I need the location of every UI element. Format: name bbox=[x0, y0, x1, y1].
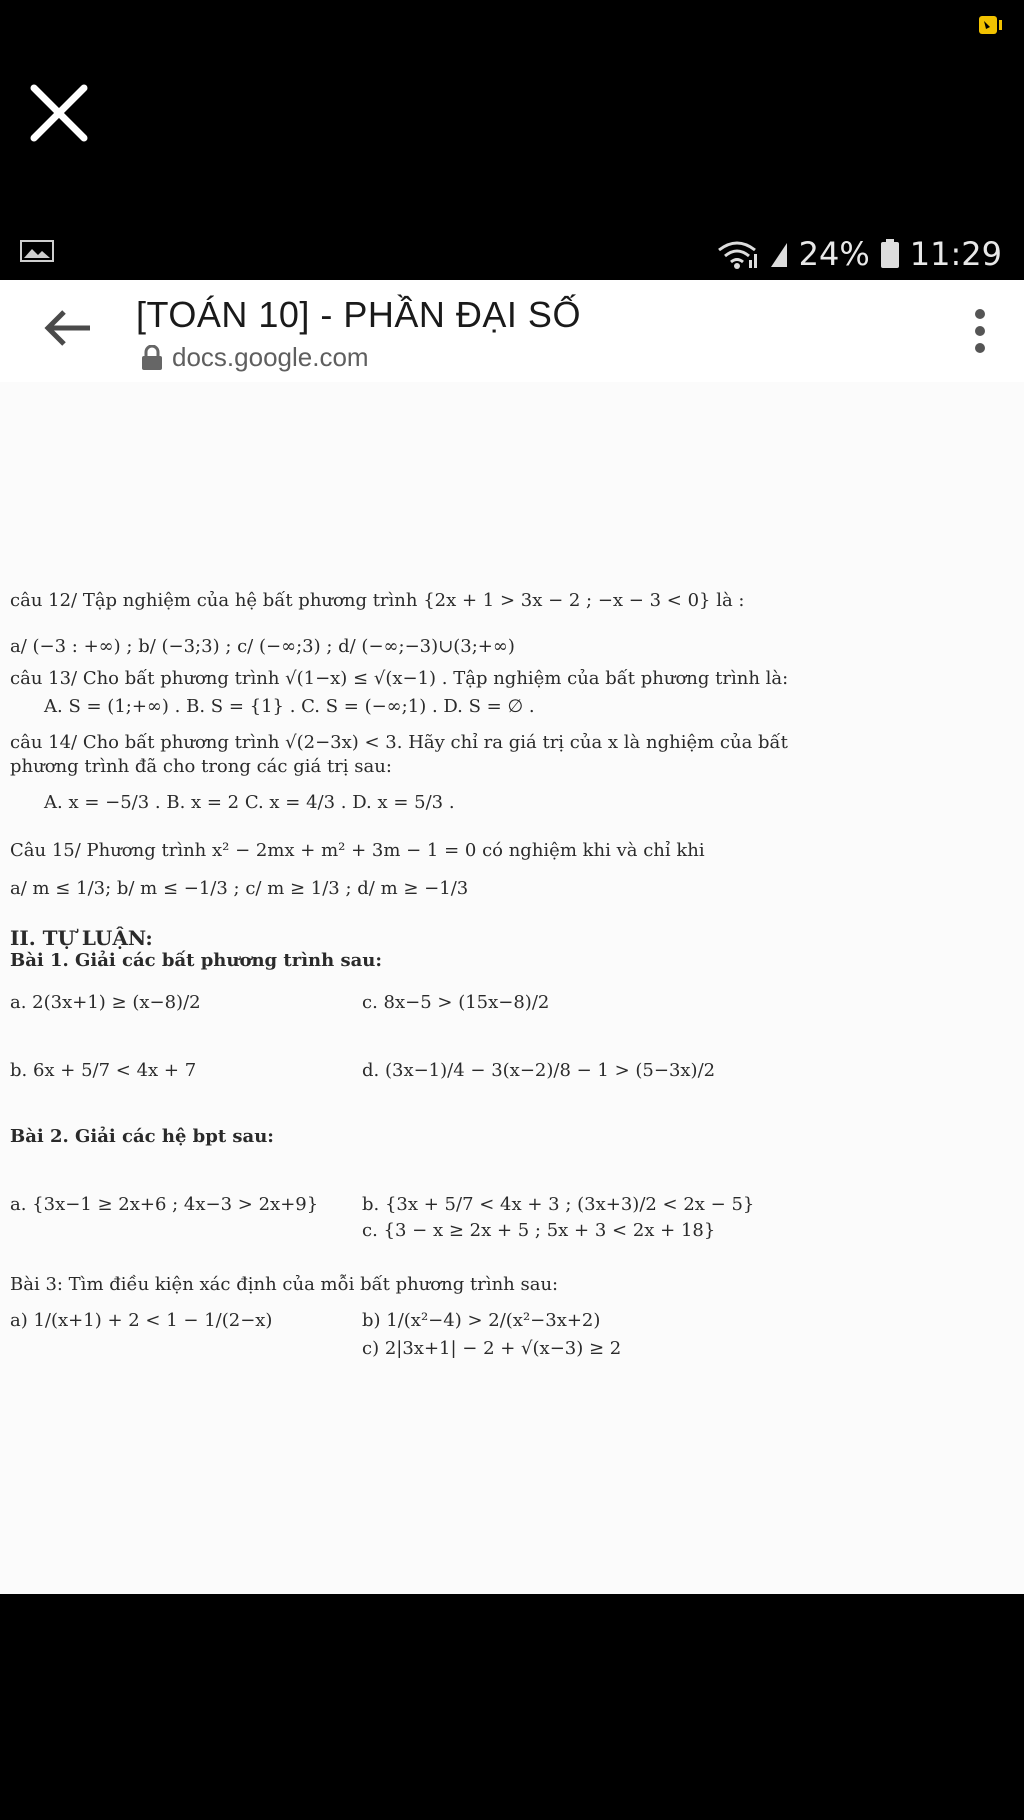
signal-icon bbox=[769, 239, 789, 269]
q14-continued: phương trình đã cho trong các giá trị sau: bbox=[10, 756, 392, 777]
close-icon[interactable] bbox=[28, 82, 90, 144]
bai3-heading: Bài 3: Tìm điều kiện xác định của mỗi bất phương trình sau: bbox=[10, 1274, 559, 1295]
domain-row bbox=[140, 342, 369, 373]
status-indicators bbox=[715, 234, 1002, 274]
page-title: [TOÁN 10] - PHẦN ĐẠI SỐ bbox=[136, 294, 581, 335]
image-icon bbox=[20, 240, 54, 262]
bai2-c: c. {3 − x ≥ 2x + 5 ; 5x + 3 < 2x + 18} bbox=[362, 1220, 716, 1241]
bai3-a: a) 1/(x+1) + 2 < 1 − 1/(2−x) bbox=[10, 1310, 273, 1331]
q13-options: A. S = (1;+∞) . B. S = {1} . C. S = (−∞;1) . D. S = ∅ . bbox=[44, 696, 535, 717]
q15-options: a/ m ≤ 1/3; b/ m ≤ −1/3 ; c/ m ≥ 1/3 ; d/ m ≥ −1/3 bbox=[10, 878, 469, 899]
bai1-c: c. 8x−5 > (15x−8)/2 bbox=[362, 992, 550, 1013]
bai2-a: a. {3x−1 ≥ 2x+6 ; 4x−3 > 2x+9} bbox=[10, 1194, 319, 1215]
battery-icon bbox=[880, 239, 900, 269]
wifi-icon bbox=[715, 238, 759, 270]
q12: câu 12/ Tập nghiệm của hệ bất phương trình {2x + 1 > 3x − 2 ; −x − 3 < 0} là : bbox=[10, 590, 745, 611]
clock: 11:29 bbox=[909, 235, 1002, 273]
battery-percent: 24% bbox=[798, 235, 870, 273]
bai3-b: b) 1/(x²−4) > 2/(x²−3x+2) bbox=[362, 1310, 601, 1331]
q14: câu 14/ Cho bất phương trình √(2−3x) < 3. Hãy chỉ ra giá trị của x là nghiệm của bất bbox=[10, 732, 788, 753]
bottom-area bbox=[0, 1594, 1024, 1820]
document-image bbox=[0, 382, 1024, 1594]
more-vert-icon[interactable] bbox=[970, 306, 990, 356]
bai1-b: b. 6x + 5/7 < 4x + 7 bbox=[10, 1060, 197, 1081]
q14-options: A. x = −5/3 . B. x = 2 C. x = 4/3 . D. x = 5/3 . bbox=[44, 792, 455, 813]
bai1-a: a. 2(3x+1) ≥ (x−8)/2 bbox=[10, 992, 201, 1013]
bai1-d: d. (3x−1)/4 − 3(x−2)/8 − 1 > (5−3x)/2 bbox=[362, 1060, 716, 1081]
domain-text: docs.google.com bbox=[172, 342, 369, 372]
lock-icon bbox=[140, 345, 164, 371]
browser-header bbox=[0, 280, 1024, 384]
status-bar bbox=[0, 0, 1024, 280]
notification-icon bbox=[978, 14, 1004, 38]
bai1-heading: Bài 1. Giải các bất phương trình sau: bbox=[10, 950, 383, 971]
q13: câu 13/ Cho bất phương trình √(1−x) ≤ √(x−1) . Tập nghiệm của bất phương trình là: bbox=[10, 668, 789, 689]
bai3-c: c) 2|3x+1| − 2 + √(x−3) ≥ 2 bbox=[362, 1338, 622, 1359]
bai2-heading: Bài 2. Giải các hệ bpt sau: bbox=[10, 1126, 274, 1147]
q12-options: a/ (−3 : +∞) ; b/ (−3;3) ; c/ (−∞;3) ; d/ (−∞;−3)∪(3;+∞) bbox=[10, 636, 515, 657]
bai2-b: b. {3x + 5/7 < 4x + 3 ; (3x+3)/2 < 2x − 5} bbox=[362, 1194, 755, 1215]
back-arrow-icon[interactable] bbox=[40, 300, 96, 356]
section-heading: II. TỰ LUẬN: bbox=[10, 926, 153, 950]
q15: Câu 15/ Phương trình x² − 2mx + m² + 3m − 1 = 0 có nghiệm khi và chỉ khi bbox=[10, 840, 705, 861]
